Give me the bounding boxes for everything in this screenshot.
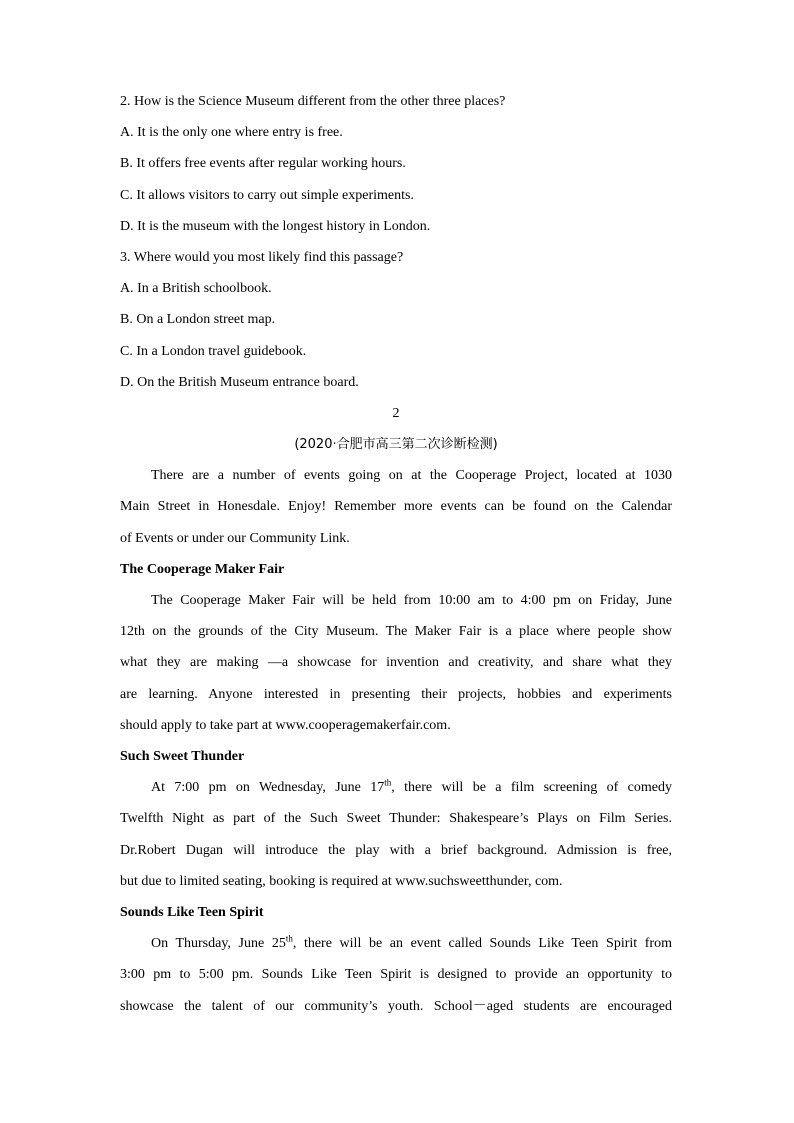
body-line: The Cooperage Maker Fair will be held from 10:00 am to 4:00 pm on Friday, June [151,593,672,609]
body-line: showcase the talent of our community’s youth. School－aged students are encouraged [120,998,672,1014]
text-fragment: , there will be an event called Sounds Like Teen Spirit from [292,936,672,952]
superscript: th [384,777,392,788]
passage-intro [120,460,672,554]
document-content [120,86,672,1022]
section-body [120,928,672,1022]
section-heading: Such Sweet Thunder [120,749,245,765]
body-line: should apply to take part at www.cooperagemakerfair.com. [120,717,451,733]
option-a: A. In a British schoolbook. [120,281,272,297]
text-fragment: At 7:00 pm on Wednesday, June 17 [151,780,385,796]
section-body [120,585,672,741]
section-body [120,772,672,897]
option-a: A. It is the only one where entry is free. [120,125,343,141]
question-3 [120,242,672,398]
text-fragment: , there will be a film screening of comedy [391,780,672,796]
body-line: 12th on the grounds of the City Museum. The Maker Fair is a place where people show [120,624,672,640]
option-c: C. In a London travel guidebook. [120,343,307,359]
body-line [120,928,672,959]
passage-source: (2020·合肥市高三第二次诊断检测) [294,437,498,453]
passage-number: 2 [392,405,400,421]
option-d: D. On the British Museum entrance board. [120,374,359,390]
body-line: Twelfth Night as part of the Such Sweet Thunder: Shakespeare’s Plays on Film Series. [120,811,672,827]
option-d: D. It is the museum with the longest history in London. [120,218,431,234]
body-line: 3:00 pm to 5:00 pm. Sounds Like Teen Spirit is designed to provide an opportunity to [120,967,672,983]
intro-line: There are a number of events going on at the Cooperage Project, located at 1030 [151,468,672,484]
question-stem: 2. How is the Science Museum different from the other three places? [120,94,506,109]
body-line: Dr.Robert Dugan will introduce the play with a brief background. Admission is free, [120,842,672,858]
section-heading: Sounds Like Teen Spirit [120,905,264,921]
option-b: B. It offers free events after regular working hours. [120,156,406,172]
superscript: th [285,933,293,944]
question-stem: 3. Where would you most likely find this passage? [120,249,404,265]
question-2 [120,86,672,242]
body-line: are learning. Anyone interested in presenting their projects, hobbies and experiments [120,686,672,702]
option-b: B. On a London street map. [120,312,276,328]
option-c: C. It allows visitors to carry out simple experiments. [120,187,414,203]
intro-line: Main Street in Honesdale. Enjoy! Remember more events can be found on the Calendar [120,499,672,515]
section-heading: The Cooperage Maker Fair [120,561,285,577]
body-line: but due to limited seating, booking is required at www.suchsweetthunder, com. [120,873,563,889]
intro-line: of Events or under our Community Link. [120,530,350,546]
body-line: what they are making —a showcase for invention and creativity, and share what they [120,655,672,671]
text-fragment: On Thursday, June 25 [151,936,286,952]
body-line [120,772,672,803]
